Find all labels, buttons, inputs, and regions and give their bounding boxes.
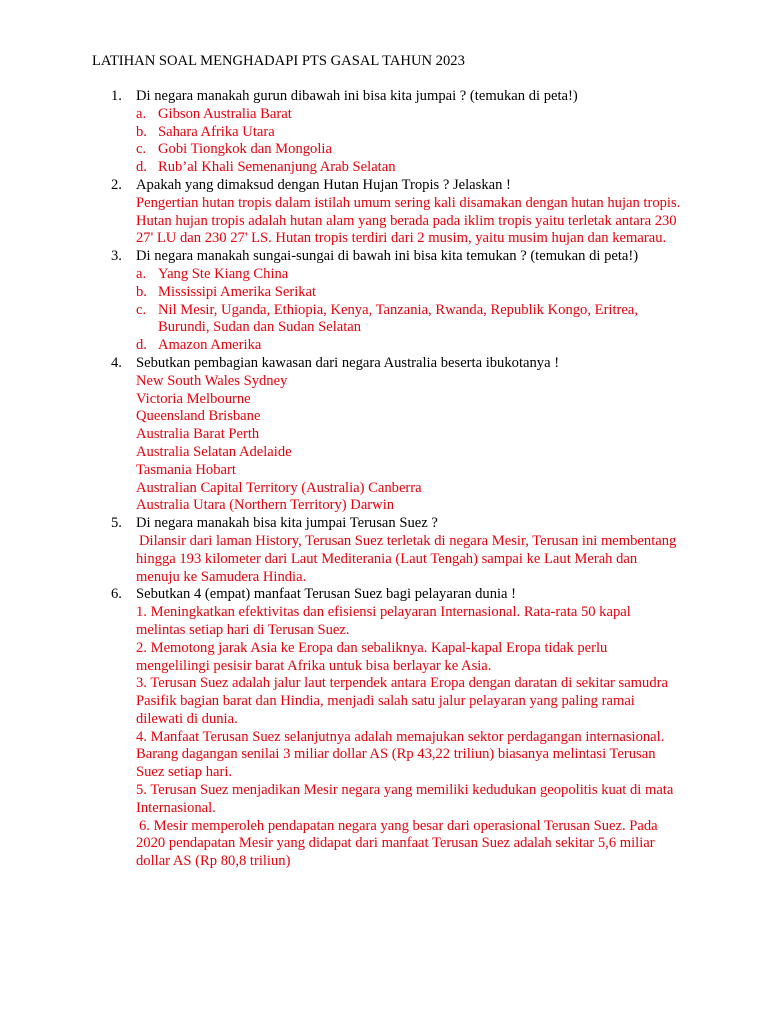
option-letter: b. xyxy=(136,283,147,300)
question-number: 6. xyxy=(111,586,122,603)
option-text: Mississipi Amerika Serikat xyxy=(158,283,317,300)
question-text: Di negara manakah gurun dibawah ini bisa kita jumpai ? (temukan di peta!) xyxy=(136,88,578,104)
answer-line: Australia Selatan Adelaide xyxy=(136,443,292,460)
answer-paragraph: 3. Terusan Suez adalah jalur laut terpendek antara Eropa dengan daratan di sekitar samudra Pasifik bagian barat dan Hindia, menjadi salah satu jalur pelayaran yang paling ramai dilewati di dunia. xyxy=(136,675,668,727)
answer-line: Tasmania Hobart xyxy=(136,461,236,478)
option-item xyxy=(0,266,768,284)
answer-paragraph: 2. Memotong jarak Asia ke Eropa dan sebaliknya. Kapal-kapal Eropa tidak perlu mengelilingi pesisir barat Afrika untuk bisa berlayar ke Asia. xyxy=(136,639,608,674)
option-letter: a. xyxy=(136,105,147,122)
question-6 xyxy=(0,586,768,871)
option-letter: a. xyxy=(136,265,147,282)
answer-text: Dilansir dari laman History, Terusan Suez terletak di negara Mesir, Terusan ini membentang hingga 193 kilometer dari Laut Mediterania (Laut Tengah) sampai ke Laut Merah dan menuju ke Samudera Hindia. xyxy=(136,532,677,585)
option-text: Gibson Australia Barat xyxy=(158,105,292,122)
answer-line: Australian Capital Territory (Australia) Canberra xyxy=(136,479,422,496)
option-text: Nil Mesir, Uganda, Ethiopia, Kenya, Tanzania, Rwanda, Republik Kongo, Eritrea, Burundi, Sudan dan Sudan Selatan xyxy=(158,301,638,336)
question-list xyxy=(0,88,768,871)
question-text: Sebutkan pembagian kawasan dari negara Australia beserta ibukotanya ! xyxy=(136,354,560,371)
option-item xyxy=(0,124,768,142)
question-4 xyxy=(0,355,768,515)
question-number: 2. xyxy=(111,176,122,193)
document-title: LATIHAN SOAL MENGHADAPI PTS GASAL TAHUN 2023 xyxy=(92,53,465,69)
answer-text: Pengertian hutan tropis dalam istilah umum sering kali disamakan dengan hutan hujan tropis. Hutan hujan tropis adalah hutan alam yang berada pada iklim tropis yaitu terletak antara 230 27' LU dan 230 27' LS. Hutan tropis terdiri dari 2 musim, yaitu musim hujan dan kemarau. xyxy=(136,194,681,247)
question-text: Apakah yang dimaksud dengan Hutan Hujan Tropis ? Jelaskan ! xyxy=(136,176,511,193)
question-number: 5. xyxy=(111,515,122,532)
answer-line: New South Wales Sydney xyxy=(136,372,288,389)
answer-line: Australia Utara (Northern Territory) Darwin xyxy=(136,497,395,514)
question-number: 4. xyxy=(111,354,122,371)
option-text: Yang Ste Kiang China xyxy=(158,265,289,282)
option-letter: c. xyxy=(136,301,147,318)
option-item xyxy=(0,159,768,177)
question-text: Di negara manakah bisa kita jumpai Terusan Suez ? xyxy=(136,515,438,532)
option-text: Rub’al Khali Semenanjung Arab Selatan xyxy=(158,159,396,176)
option-letter: b. xyxy=(136,123,147,140)
answer-paragraph: 1. Meningkatkan efektivitas dan efisiensi pelayaran Internasional. Rata-rata 50 kapal melintas setiap hari di Terusan Suez. xyxy=(136,604,631,638)
answer-paragraph: 5. Terusan Suez menjadikan Mesir negara yang memiliki kedudukan geopolitis kuat di mata Internasional. xyxy=(136,782,674,816)
question-2 xyxy=(0,177,768,248)
option-item xyxy=(0,141,768,159)
option-list xyxy=(0,266,768,355)
option-item xyxy=(0,106,768,124)
question-number: 3. xyxy=(111,248,122,265)
answer-line: Victoria Melbourne xyxy=(136,390,251,407)
option-letter: c. xyxy=(136,141,147,158)
option-text: Sahara Afrika Utara xyxy=(158,123,275,140)
option-letter: d. xyxy=(136,337,147,354)
answer-paragraph: 6. Mesir memperoleh pendapatan negara yang besar dari operasional Terusan Suez. Pada 2020 pendapatan Mesir yang didapat dari manfaat Terusan Suez adalah sekitar 5,6 miliar dollar AS (Rp 80,8 triliun) xyxy=(136,817,658,870)
question-text: Sebutkan 4 (empat) manfaat Terusan Suez bagi pelayaran dunia ! xyxy=(136,586,517,603)
answer-paragraph: 4. Manfaat Terusan Suez selanjutnya adalah memajukan sektor perdagangan internasional. Barang dagangan senilai 3 miliar dollar AS (Rp 43,22 triliun) biasanya melintasi Terusan Suez setiap hari. xyxy=(136,728,665,781)
answer-line: Queensland Brisbane xyxy=(136,408,261,425)
question-text: Di negara manakah sungai-sungai di bawah ini bisa kita temukan ? (temukan di peta!) xyxy=(136,248,639,265)
option-item xyxy=(0,302,768,338)
question-1 xyxy=(0,88,768,177)
option-list xyxy=(0,106,768,177)
answer-line: Australia Barat Perth xyxy=(136,426,260,443)
option-item xyxy=(0,337,768,355)
option-item xyxy=(0,284,768,302)
question-5 xyxy=(0,515,768,586)
option-text: Amazon Amerika xyxy=(158,337,262,354)
question-number: 1. xyxy=(111,88,122,104)
option-letter: d. xyxy=(136,159,147,176)
option-text: Gobi Tiongkok dan Mongolia xyxy=(158,141,332,158)
question-3 xyxy=(0,248,768,355)
